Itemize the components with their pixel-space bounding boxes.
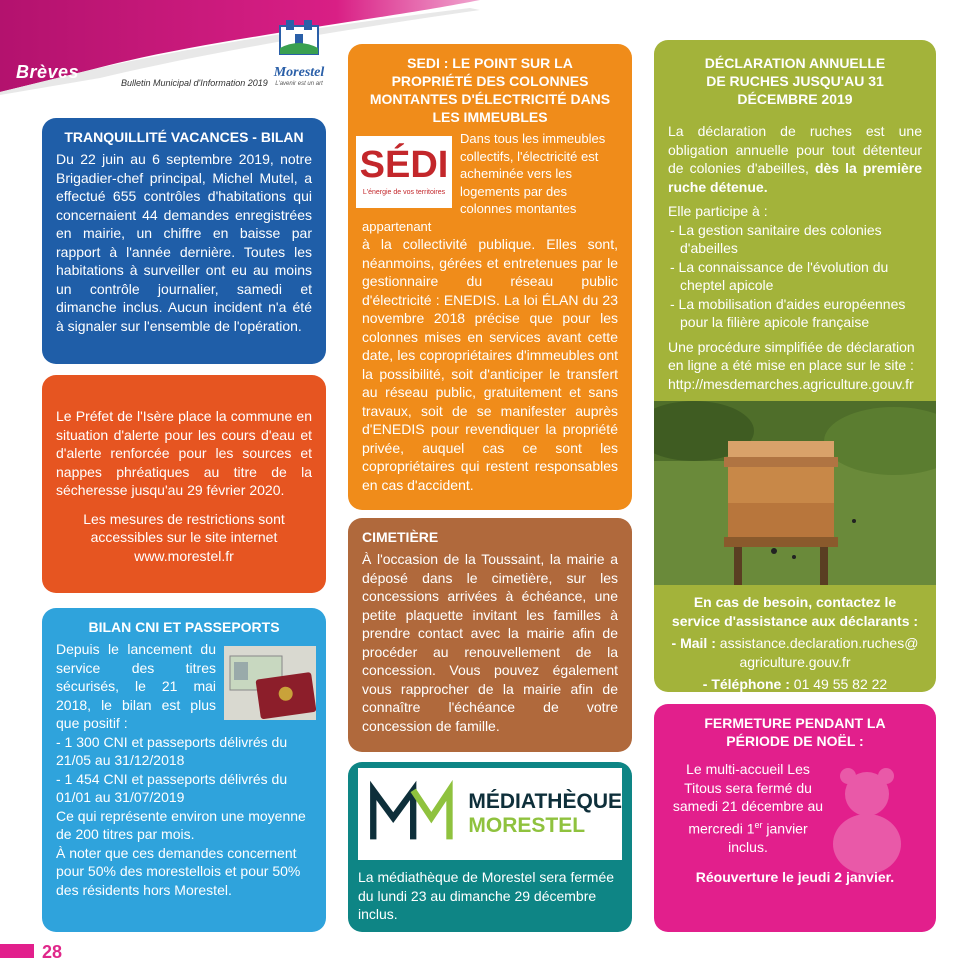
cimetiere-title: CIMETIÈRE xyxy=(362,529,439,545)
cni-line2: - 1 454 CNI et passeports délivrés du 01/01 au 31/07/2019 xyxy=(56,770,288,805)
ruches-mail xyxy=(668,634,922,671)
teddy-bear-icon xyxy=(812,760,922,880)
noel-box xyxy=(654,704,936,932)
ruches-tel-label: - Téléphone : xyxy=(702,676,794,692)
castle-icon xyxy=(276,18,322,58)
ruches-tel-value: 01 49 55 82 22 xyxy=(793,676,888,692)
sedi-side-text: Dans tous les immeubles collectifs, l'électricité est acheminée vers les logements par des colonnes montantes appartenant xyxy=(362,131,606,234)
page-number: 28 xyxy=(42,942,63,962)
noel-text-a: Le multi-accueil Les Titous sera fermé du samedi 21 décembre au mercredi 1 xyxy=(672,761,824,837)
morestel-logo xyxy=(258,18,340,88)
mediatheque-logo-mark xyxy=(366,778,460,850)
cni-line4: À noter que ces demandes concernent pour 50% des morestellois et pour 50% des résidents hors Morestel. xyxy=(56,844,301,898)
ruches-title: DÉCLARATION ANNUELLE DE RUCHES JUSQU'AU 31 DÉCEMBRE 2019 xyxy=(704,55,886,107)
vacances-box xyxy=(42,118,326,364)
noel-text xyxy=(668,760,828,856)
bulletin-label: Bulletin Municipal d'Information 2019 xyxy=(121,78,268,88)
vacances-text: Du 22 juin au 6 septembre 2019, notre Brigadier-chef principal, Michel Mutel, a effectué 655 contrôles d'habitations qui concernaient 44 demandes enregistrées en mairie, un chiffre en baisse par rapport à l'année dernière. Toutes les habitations à surveiller ont eu au moins un contrôle journalier, samedi et dimanche inclus. Aucun incident n'a été à signaler sur l'ensemble de l'opération. xyxy=(56,151,312,334)
ruches-mail-label: - Mail : xyxy=(671,635,720,651)
ruches-procedure: Une procédure simplifiée de déclaration en ligne a été mise en place sur le site : http://mesdemarches.agriculture.gouv.fr xyxy=(668,338,915,392)
ruches-mail-value: assistance.declaration.ruches@ agriculture.gouv.fr xyxy=(719,635,919,670)
cni-intro: Depuis le lancement du service des titres sécurisés, le 21 mai 2018, le bilan est plus que positif : xyxy=(56,641,216,731)
noel-title: FERMETURE PENDANT LA PÉRIODE DE NOËL : xyxy=(704,715,886,749)
sedi-main-text: à la collectivité publique. Elles sont, néanmoins, gérées et entretenues par le gestionnaire du réseau public d'électricité : ENEDIS. La loi ÉLAN du 23 novembre 2018 précise que pour les colonnes mises en services avant cette date, les copropriétaires d'immeubles ont la possibilité, soit d'anticiper le transfert au réseau public, gratuitement et sans travaux, soit de se manifester auprès d'ENEDIS pour revendiquer la propriété privée, auquel cas ce sont les copropriétaires qui restent responsables en cas d'accident. xyxy=(362,236,618,493)
ruches-tel xyxy=(668,675,922,694)
ruches-list-item: - La mobilisation d'aides européennes pour la filière apicole française xyxy=(670,295,906,330)
ruches-intro-bold: dès la première ruche détenue. xyxy=(668,160,922,195)
sedi-logo-tagline: L'énergie de vos territoires xyxy=(362,189,446,196)
page-number-bar xyxy=(0,940,36,962)
mediatheque-logo-line1: MÉDIATHÈQUE xyxy=(468,790,622,813)
sedi-box xyxy=(348,44,632,510)
noel-text-sup: er xyxy=(754,819,763,830)
logo-motto: L'avenir est un art xyxy=(275,81,323,87)
noel-text-b: janvier inclus. xyxy=(728,820,808,855)
secheresse-text: Le Préfet de l'Isère place la commune en situation d'alerte pour les cours d'eau et d'alerte renforcée pour les sources et nappes phréatiques au titre de la sécheresse jusqu'au 29 février 2020. xyxy=(56,408,312,498)
mediatheque-text: La médiathèque de Morestel sera fermée du lundi 23 au dimanche 29 décembre inclus. xyxy=(358,869,615,922)
logo-town: Morestel xyxy=(273,65,325,80)
cimetiere-text: À l'occasion de la Toussaint, la mairie a déposé dans le cimetière, sur les concessions arrivées à échéance, une petite plaquette invitant les familles à prendre contact avec la mairie afin de procéder au renouvellement de la concession. Vous pouvez également vous rapprocher de la mairie afin de connaître l'échéance de votre concession de famille. xyxy=(362,551,618,734)
beehive-photo xyxy=(654,401,936,585)
ruches-intro xyxy=(668,122,922,196)
secheresse-link-text: Les mesures de restrictions sont accessibles sur le site internet www.morestel.fr xyxy=(83,510,285,564)
vacances-title: TRANQUILLITÉ VACANCES - BILAN xyxy=(64,129,304,145)
ruches-list-item: - La gestion sanitaire des colonies d'abeilles xyxy=(670,221,882,256)
mediatheque-logo-line2: MORESTEL xyxy=(468,814,586,837)
cni-title: BILAN CNI ET PASSEPORTS xyxy=(88,619,280,635)
ruches-besoin: En cas de besoin, contactez le service d'assistance aux déclarants : xyxy=(671,594,919,629)
sedi-logo xyxy=(356,136,452,208)
cni-box xyxy=(42,608,326,932)
secheresse-box xyxy=(42,375,326,593)
ruches-list-item: - La connaissance de l'évolution du cheptel apicole xyxy=(670,258,889,293)
ruches-list xyxy=(668,221,922,332)
sedi-logo-text: SÉDI xyxy=(359,144,449,186)
cni-line3: Ce qui représente environ une moyenne de 200 titres par mois. xyxy=(56,807,306,842)
noel-reopen: Réouverture le jeudi 2 janvier. xyxy=(695,869,895,886)
mediatheque-box xyxy=(348,762,632,932)
section-title: Brèves xyxy=(16,62,80,82)
ruches-intro-text: La déclaration de ruches est une obligation annuelle pour tout détenteur de colonies d'abeilles, xyxy=(668,123,922,176)
sedi-title: SEDI : LE POINT SUR LA PROPRIÉTÉ DES COLONNES MONTANTES D'ÉLECTRICITÉ DANS LES IMMEUBLES xyxy=(369,55,611,125)
ruches-participe: Elle participe à : xyxy=(668,203,768,219)
ruches-box xyxy=(654,40,936,692)
cimetiere-box xyxy=(348,518,632,752)
mediatheque-logo xyxy=(358,768,622,860)
passport-image xyxy=(224,646,316,720)
cni-line1: - 1 300 CNI et passeports délivrés du 21/05 au 31/12/2018 xyxy=(56,733,288,768)
